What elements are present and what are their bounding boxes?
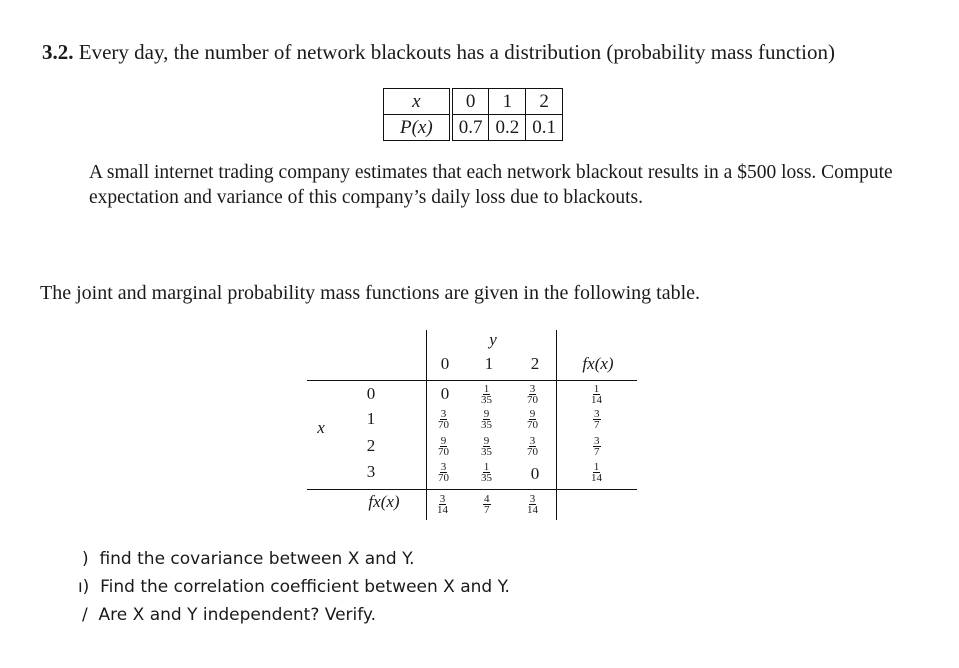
fraction-denominator: 14 [527,504,538,516]
fraction-denominator: 7 [594,419,600,431]
fraction-denominator: 7 [594,446,600,458]
question-prefix: ) [82,549,89,569]
question-prefix: ו) [78,577,90,597]
pmf-p-header: P(x) [384,115,451,141]
y-axis-label: y [489,330,497,349]
problem-heading-text: Every day, the number of network blackouts has a distribution (probability mass function) [78,40,835,64]
joint-cell: 0 [530,464,540,483]
joint-intro: The joint and marginal probability mass functions are given in the following table. [40,282,701,304]
fraction-numerator: 9 [440,435,447,447]
table-divider [426,330,427,520]
x-axis-label: x [317,418,325,437]
fraction-numerator: 4 [484,493,490,505]
fraction-numerator: 9 [529,408,536,420]
y-value-header: 0 [440,354,450,373]
fraction-numerator: 9 [483,408,490,420]
fraction-numerator: 9 [483,435,490,447]
fraction-numerator: 1 [483,461,490,473]
x-value-header: 0 [366,384,376,403]
fraction-numerator: 3 [594,435,600,447]
joint-cell-fraction [437,409,450,430]
fraction-denominator: 70 [438,472,449,484]
row-marginal-fraction [590,384,603,405]
y-value-header: 2 [530,354,540,373]
row-marginal-fraction [590,462,603,483]
joint-cell-fraction [526,384,539,405]
pmf-table [383,88,563,141]
marginal-column-header: fx(x) [582,354,614,373]
joint-cell-fraction [480,384,493,405]
fraction-numerator: 1 [593,383,600,395]
fraction-denominator: 14 [437,504,448,516]
fraction-denominator: 35 [481,419,492,431]
pmf-p-value: 0.7 [451,115,489,141]
fraction-numerator: 3 [529,435,536,447]
marginal-row-header: fx(x) [368,492,400,511]
pmf-row-x [384,89,563,115]
fraction-numerator: 1 [483,383,490,395]
row-marginal-fraction [593,409,601,430]
question-prefix: / [82,605,88,625]
joint-cell-fraction [437,436,450,457]
fraction-denominator: 70 [527,446,538,458]
pmf-x-value: 2 [526,89,563,115]
x-value-header: 2 [366,436,376,455]
pmf-p-value: 0.1 [526,115,563,141]
row-marginal-fraction [593,436,601,457]
question-text: find the covariance between X and Y. [99,549,415,569]
fraction-numerator: 3 [440,408,447,420]
pmf-p-value: 0.2 [489,115,526,141]
fraction-denominator: 35 [481,472,492,484]
fraction-denominator: 35 [481,446,492,458]
fraction-denominator: 7 [484,504,490,516]
fraction-numerator: 3 [439,493,446,505]
fraction-denominator: 14 [591,394,602,406]
fraction-numerator: 3 [529,493,536,505]
pmf-row-p [384,115,563,141]
fraction-numerator: 3 [529,383,536,395]
column-marginal-fraction [483,494,491,515]
problem-text: A small internet trading company estimates that each network blackout results in a $500 loss. Compute expectation and variance of this company’s daily loss due to blackouts. [89,162,893,208]
fraction-denominator: 70 [527,394,538,406]
joint-cell-fraction [437,462,450,483]
question-item [82,549,414,569]
fraction-denominator: 35 [481,394,492,406]
problem-heading [42,40,835,65]
problem-number: 3.2. [42,40,74,64]
fraction-numerator: 1 [593,461,600,473]
joint-cell-fraction [526,409,539,430]
joint-cell-fraction [526,436,539,457]
question-item [82,605,376,625]
pmf-x-value: 0 [451,89,489,115]
table-divider [307,380,637,381]
question-text: Are X and Y independent? Verify. [98,605,376,625]
table-divider [307,489,637,490]
joint-cell-fraction [480,462,493,483]
fraction-numerator: 3 [440,461,447,473]
column-marginal-fraction [526,494,539,515]
column-marginal-fraction [436,494,449,515]
question-text: Find the correlation coefficient between X and Y. [100,577,510,597]
fraction-denominator: 14 [591,472,602,484]
fraction-denominator: 70 [527,419,538,431]
fraction-denominator: 70 [438,446,449,458]
y-value-header: 1 [484,354,494,373]
joint-cell-fraction [480,436,493,457]
fraction-denominator: 70 [438,419,449,431]
table-divider [556,330,557,520]
joint-cell-fraction [480,409,493,430]
x-value-header: 3 [366,462,376,481]
pmf-x-header: x [384,89,451,115]
x-value-header: 1 [366,409,376,428]
fraction-numerator: 3 [594,408,600,420]
question-item [78,577,510,597]
pmf-x-value: 1 [489,89,526,115]
joint-pmf-table [307,330,637,520]
joint-cell: 0 [440,384,450,403]
